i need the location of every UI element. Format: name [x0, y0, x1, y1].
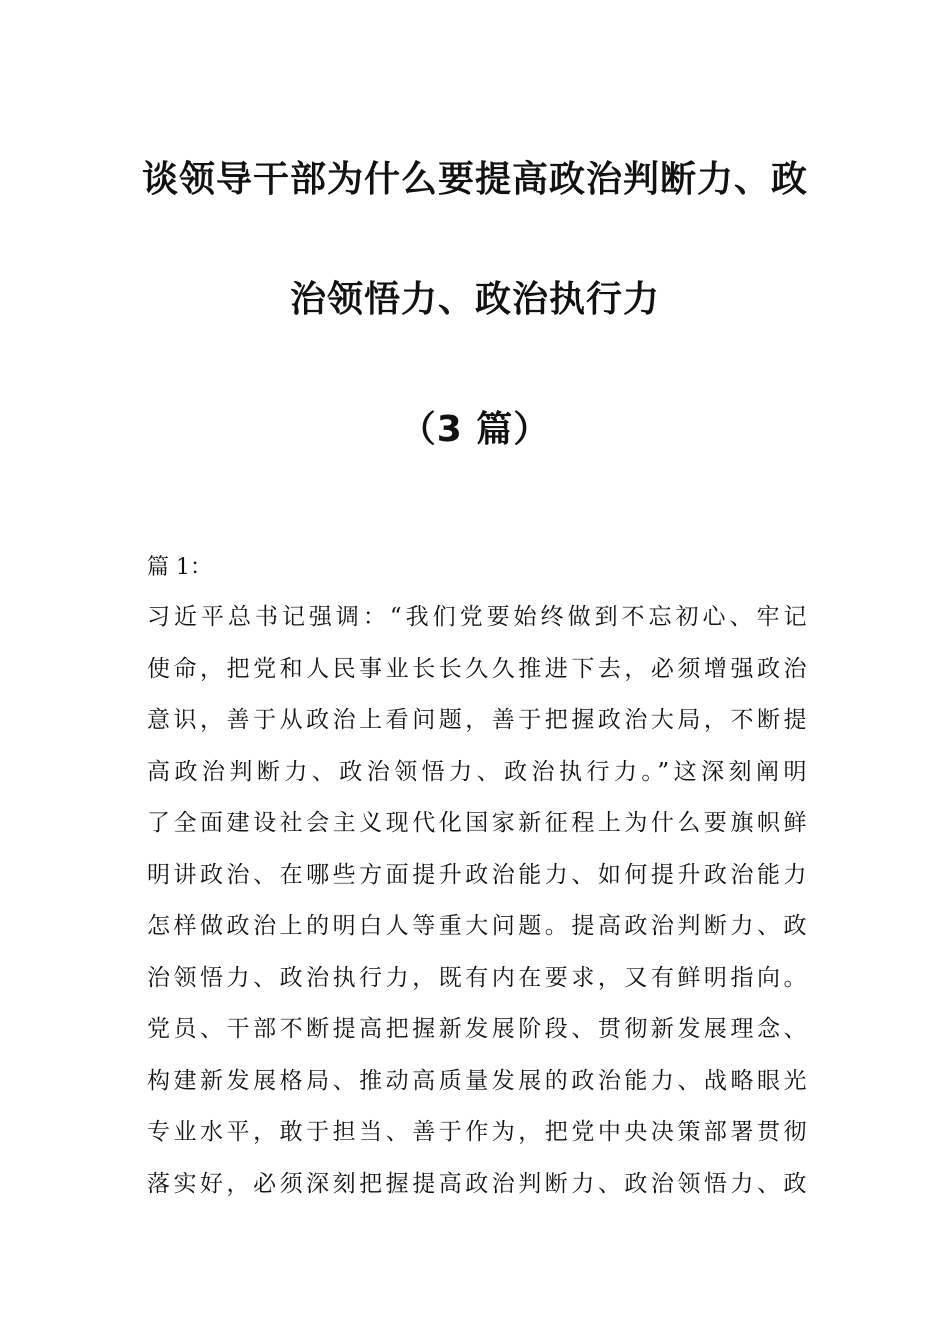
- body-line: 明讲政治、在哪些方面提升政治能力、如何提升政治能力: [147, 862, 807, 888]
- body-line: 怎样做政治上的明白人等重大问题。提高政治判断力、政: [147, 913, 807, 939]
- section-label: 篇 1：: [147, 555, 212, 580]
- body-line: 构建新发展格局、推动高质量发展的政治能力、战略眼光: [147, 1068, 807, 1094]
- body-line: 高政治判断力、政治领悟力、政治执行力。”这深刻阐明: [147, 759, 807, 785]
- body-line: 治领悟力、政治执行力，既有内在要求，又有鲜明指向。: [147, 965, 807, 991]
- body-line: 专业水平，敢于担当、善于作为，把党中央决策部署贯彻: [147, 1119, 807, 1145]
- body-line: 了全面建设社会主义现代化国家新征程上为什么要旗帜鲜: [147, 810, 807, 836]
- document-title-line-2: 治领悟力、政治执行力: [289, 279, 660, 320]
- body-line: 意识，善于从政治上看问题，善于把握政治大局，不断提: [147, 707, 807, 733]
- document-title-line-1: 谈领导干部为什么要提高政治判断力、政: [141, 159, 808, 200]
- body-line: 习近平总书记强调：“我们党要始终做到不忘初心、牢记: [147, 604, 807, 630]
- body-line: 使命，把党和人民事业长长久久推进下去，必须增强政治: [147, 656, 807, 682]
- body-line: 党员、干部不断提高把握新发展阶段、贯彻新发展理念、: [147, 1016, 807, 1042]
- document-subtitle-count: （3 篇）: [399, 409, 551, 450]
- body-line: 落实好，必须深刻把握提高政治判断力、政治领悟力、政: [147, 1171, 807, 1197]
